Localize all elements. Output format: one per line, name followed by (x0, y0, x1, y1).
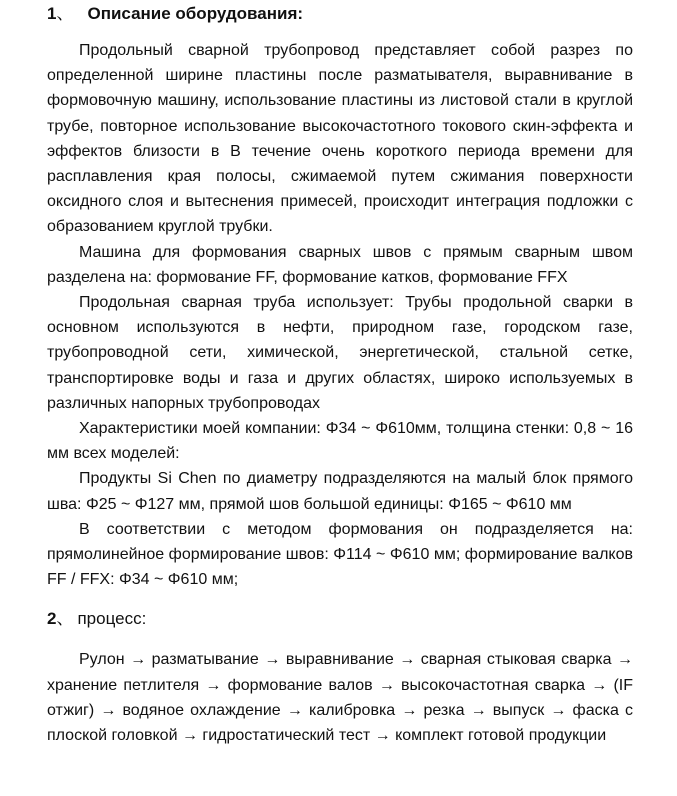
section-2-paragraph-1: Рулон → разматывание → выравнивание → сварная стыковая сварка → хранение петлителя → формование валов → высокочастотная сварка → (IF отжиг) → водяное охлаждение → калибровка → резка → выпуск → фаска с плоской головкой → гидростатический тест → комплект готовой продукции (47, 651, 633, 745)
section-1-title: Описание оборудования: (87, 4, 304, 23)
section-1-paragraph-4: Характеристики моей компании: Φ34 ~ Φ610мм, толщина стенки: 0,8 ~ 16 мм всех моделей: (47, 420, 633, 463)
section-2-number: 2 (47, 609, 57, 629)
section-1-paragraph-6: В соответствии с методом формования он подразделяется на: прямолинейное формирование швов: Φ114 ~ Φ610 мм; формирование валков FF / FFX: Φ34 ~ Φ610 мм; (47, 520, 633, 589)
section-1-paragraph-5: Продукты Si Chen по диаметру подразделяются на малый блок прямого шва: Φ25 ~ Φ127 мм, прямой шов большой единицы: Φ165 ~ Φ610 мм (47, 470, 633, 513)
section-1-paragraph-1: Продольный сварной трубопровод представляет собой разрез по определенной ширине пластины после разматывателя, выравнивание в формовочную машину, использование пластины из листовой стали в круглой трубе, повторное использование высокочастотного токового скин-эффекта и эффектов близости в В течение очень короткого периода времени для расплавления края полосы, сжимаемой путем сжимания поверхности оксидного слоя и вытеснения примесей, происходит интеграция подложки с образованием круглой трубки. (47, 42, 633, 236)
section-1-separator: 、 (56, 4, 74, 23)
section-1-paragraph-3: Продольная сварная труба использует: Трубы продольной сварки в основном используются в нефти, природном газе, городском газе, трубопроводной сети, химической, энергетической, стальной сетке, транспортировке воды и газа и других областях, широко используемых в различных напорных трубопроводах (47, 294, 633, 412)
section-1-number: 1 (47, 4, 57, 23)
section-2-heading (47, 609, 633, 629)
section-2-title: процесс: (77, 609, 147, 629)
section-2-separator: 、 (56, 609, 74, 629)
section-1-heading (47, 4, 633, 24)
section-1-paragraph-2: Машина для формования сварных швов с прямым сварным швом разделена на: формование FF, формование катков, формование FFX (47, 243, 633, 286)
